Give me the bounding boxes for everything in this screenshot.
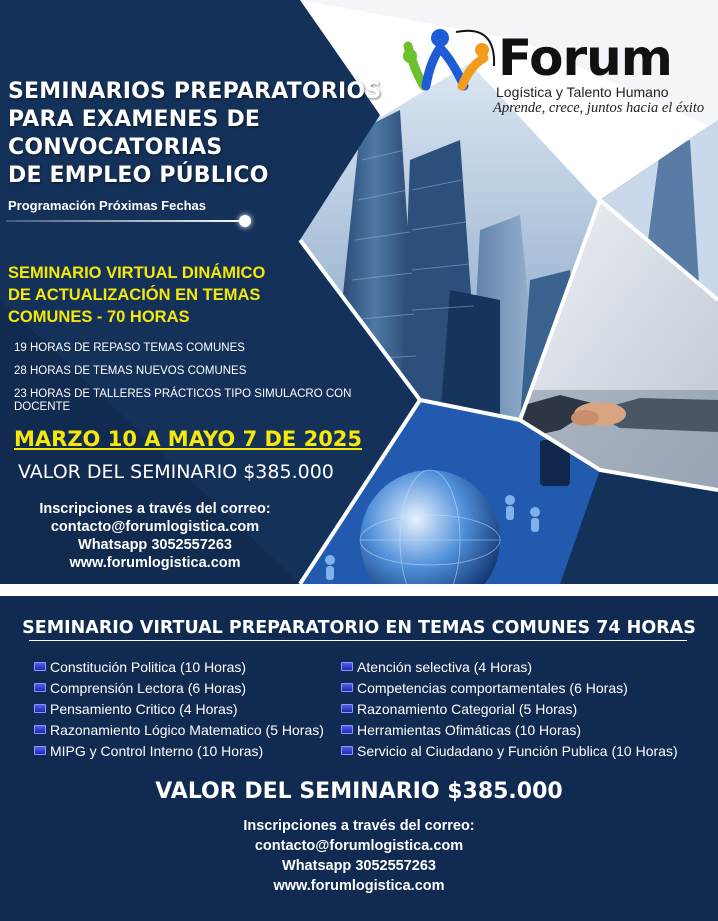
logo-tagline: Aprende, crece, juntos hacia el éxito (493, 100, 705, 116)
headline-line: PARA EXAMENES DE (8, 107, 261, 132)
topic-item (34, 740, 324, 761)
seminar-dates: MARZO 10 A MAYO 7 DE 2025 (14, 427, 363, 451)
topic-item (341, 698, 678, 719)
contact-website[interactable]: www.forumlogistica.com (273, 878, 445, 894)
seminar-title (8, 262, 308, 328)
bottom-title: SEMINARIO VIRTUAL PREPARATORIO EN TEMAS COMUNES 74 HORAS (22, 618, 696, 638)
topic-label: Constitución Politica (10 Horas) (50, 658, 247, 675)
bullet-icon (341, 746, 353, 755)
title-underline (29, 640, 687, 641)
contact-email[interactable]: contacto@forumlogistica.com (254, 838, 464, 854)
bullet-icon (341, 704, 353, 713)
hours-item: 19 HORAS DE REPASO TEMAS COMUNES (14, 342, 245, 354)
headline-line: CONVOCATORIAS (8, 135, 223, 160)
seminar-title-line: SEMINARIO VIRTUAL DINÁMICO (8, 264, 266, 282)
contact-block-top (0, 500, 310, 572)
logo-subtitle: Logística y Talento Humano (496, 84, 669, 100)
bullet-icon (34, 683, 46, 692)
bullet-icon (34, 746, 46, 755)
topic-label: Comprensión Lectora (6 Horas) (50, 679, 247, 696)
topic-item (34, 656, 324, 677)
logo-wordmark: Forum (498, 29, 672, 87)
contact-website[interactable]: www.forumlogistica.com (69, 555, 241, 571)
bullet-icon (34, 704, 46, 713)
schedule-subtitle: Programación Próximas Fechas (8, 198, 206, 213)
hours-item: 28 HORAS DE TEMAS NUEVOS COMUNES (14, 365, 247, 377)
bullet-icon (34, 725, 46, 734)
headline-line: DE EMPLEO PÚBLICO (8, 163, 269, 188)
people-group-icon (400, 26, 500, 96)
divider-dot (239, 215, 251, 227)
seminar-price: VALOR DEL SEMINARIO $385.000 (18, 461, 334, 483)
contact-email[interactable]: contacto@forumlogistica.com (50, 519, 260, 535)
topic-label: Competencias comportamentales (6 Horas) (357, 679, 628, 696)
bottom-panel (0, 596, 718, 921)
bullet-icon (341, 662, 353, 671)
main-headline (8, 78, 408, 190)
topic-label: MIPG y Control Interno (10 Horas) (50, 742, 264, 759)
topics-left-column (34, 656, 324, 761)
bottom-price: VALOR DEL SEMINARIO $385.000 (155, 779, 563, 804)
hours-item: 23 HORAS DE TALLERES PRÁCTICOS TIPO SIMULACRO CON DOCENTE (14, 388, 352, 413)
contact-whatsapp[interactable]: Whatsapp 3052557263 (78, 537, 232, 553)
divider-line (6, 220, 246, 222)
topic-label: Razonamiento Categorial (5 Horas) (357, 700, 578, 717)
contact-intro: Inscripciones a través del correo: (243, 818, 475, 834)
seminar-title-line: COMUNES - 70 HORAS (8, 308, 190, 326)
bullet-icon (341, 725, 353, 734)
forum-logo (400, 26, 710, 126)
hours-list (14, 342, 364, 424)
topic-item (341, 719, 678, 740)
bullet-icon (34, 662, 46, 671)
topic-label: Pensamiento Critico (4 Horas) (50, 700, 238, 717)
topic-label: Herramientas Ofimáticas (10 Horas) (357, 721, 582, 738)
topic-item (341, 740, 678, 761)
topics-right-column (341, 656, 678, 761)
section-divider (0, 584, 718, 596)
contact-whatsapp[interactable]: Whatsapp 3052557263 (282, 858, 436, 874)
topic-item (34, 719, 324, 740)
topic-label: Atención selectiva (4 Horas) (357, 658, 533, 675)
topic-label: Razonamiento Lógico Matematico (5 Horas) (50, 721, 324, 738)
topic-label: Servicio al Ciudadano y Función Publica (10 Horas) (357, 742, 678, 759)
contact-intro: Inscripciones a través del correo: (39, 501, 271, 517)
seminar-title-line: DE ACTUALIZACIÓN EN TEMAS (8, 286, 261, 304)
topic-item (341, 656, 678, 677)
topic-item (34, 677, 324, 698)
contact-block-bottom (0, 816, 718, 896)
topic-item (34, 698, 324, 719)
topic-item (341, 677, 678, 698)
headline-line: SEMINARIOS PREPARATORIOS (8, 79, 382, 104)
bullet-icon (341, 683, 353, 692)
